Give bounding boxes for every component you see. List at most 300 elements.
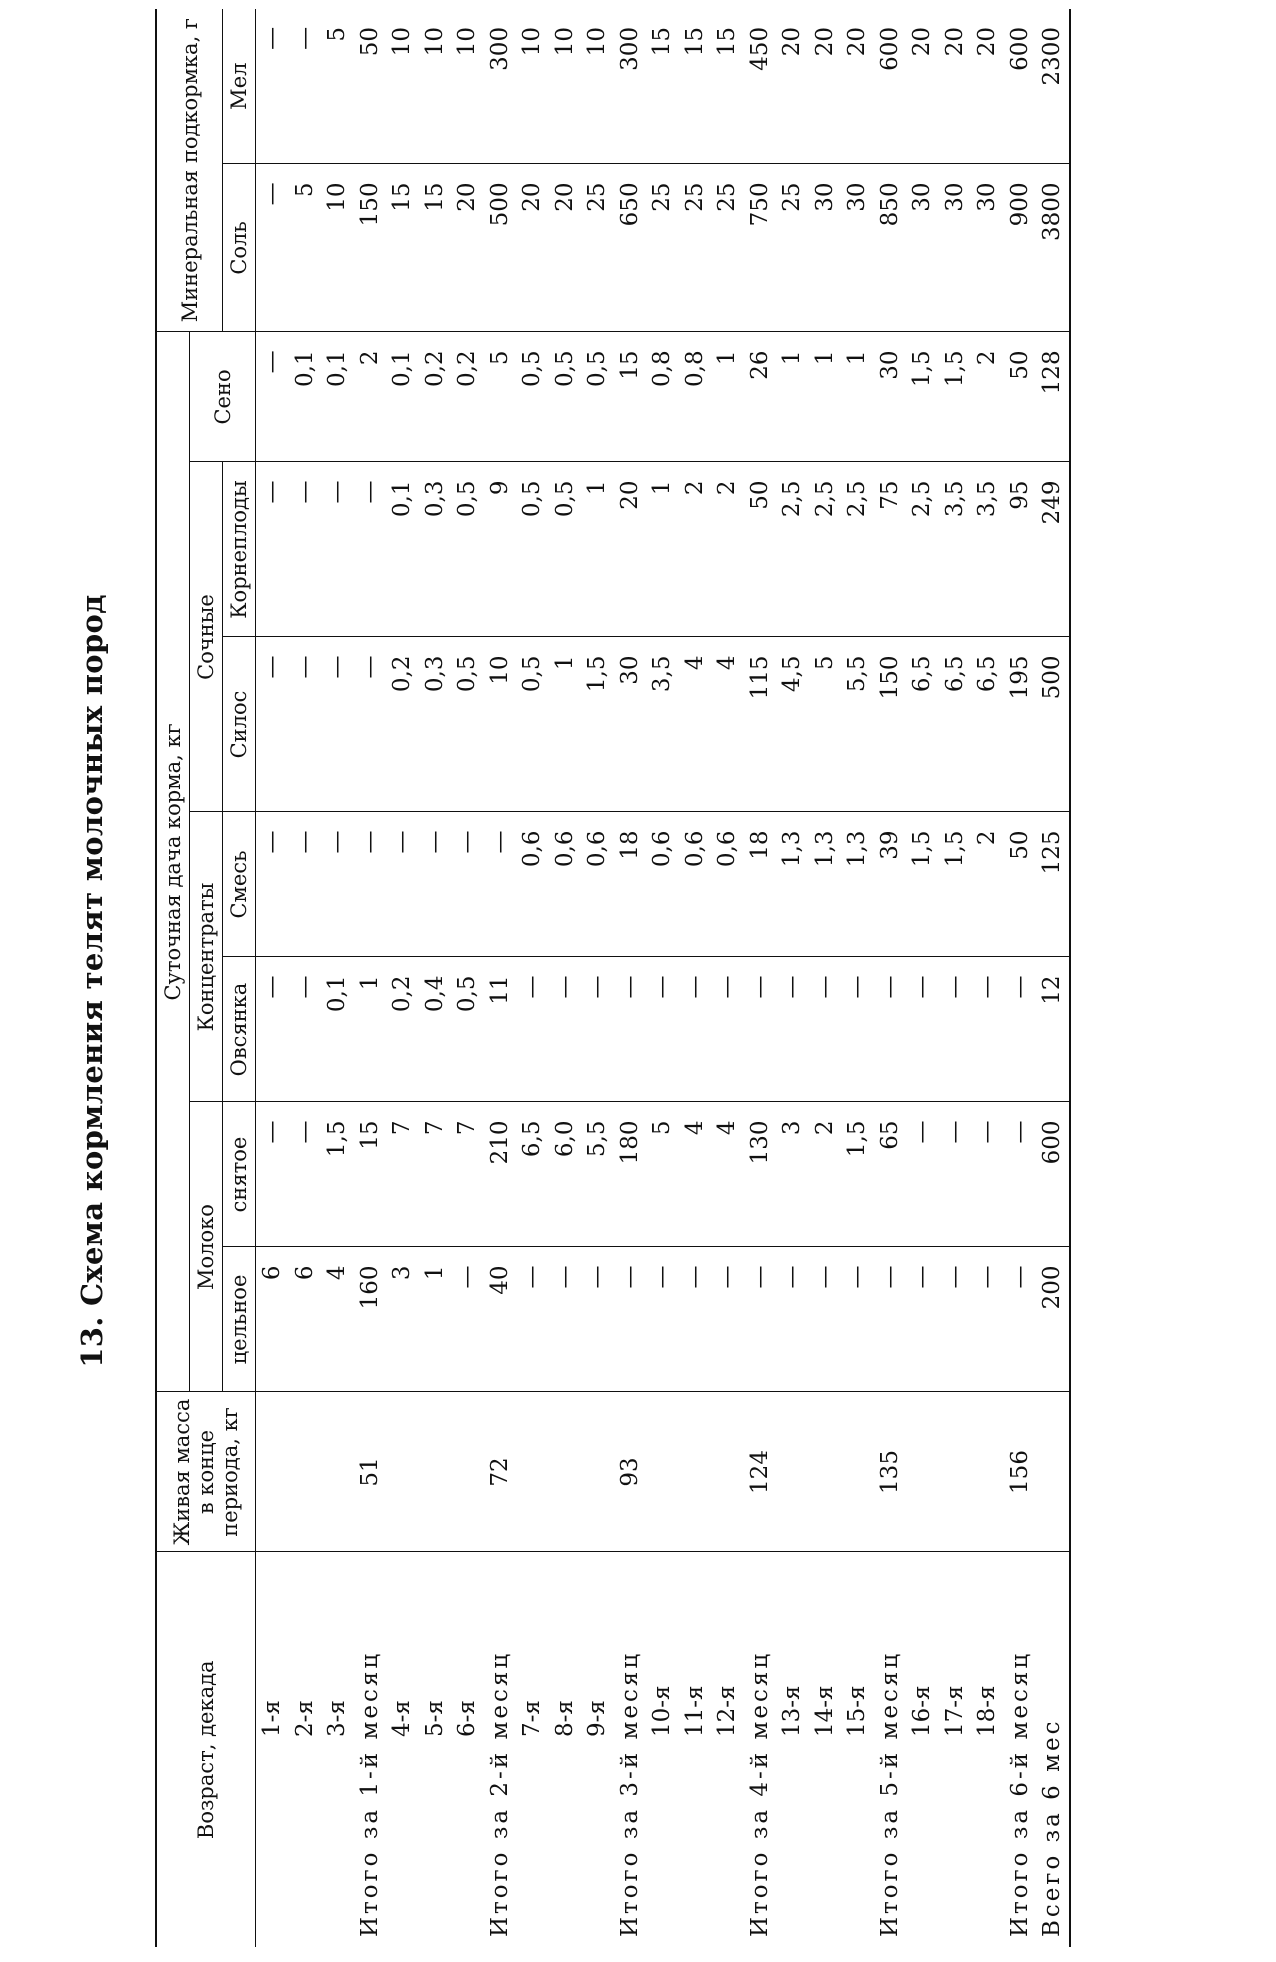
cell-roots: 2 <box>711 462 744 637</box>
cell-roots: 95 <box>1004 462 1037 637</box>
cell-silage: 0,5 <box>516 637 549 812</box>
cell-skim: 15 <box>354 1102 387 1247</box>
cell-period: Итого за 1-й месяц <box>356 1650 383 1937</box>
cell-oat: 12 <box>1036 957 1070 1102</box>
cell-silage: 1,5 <box>581 637 614 812</box>
cell-mix: — <box>354 812 387 957</box>
cell-oat: — <box>1004 957 1037 1102</box>
cell-skim: 7 <box>451 1102 484 1247</box>
cell-oat: 0,4 <box>419 957 452 1102</box>
cell-chalk: 600 <box>874 9 907 164</box>
cell-roots: 3,5 <box>939 462 972 637</box>
cell-roots: 0,5 <box>549 462 582 637</box>
cell-period: Итого за 5-й месяц <box>876 1650 903 1937</box>
cell-hay: 2 <box>354 332 387 462</box>
cell-mix: 18 <box>744 812 777 957</box>
cell-salt: 150 <box>354 164 387 332</box>
table-row <box>581 9 614 1947</box>
header-row-1 <box>156 9 190 1947</box>
cell-mass <box>679 1392 712 1552</box>
cell-oat: — <box>809 957 842 1102</box>
cell-chalk: 10 <box>386 9 419 164</box>
cell-silage: 1 <box>549 637 582 812</box>
cell-chalk: 15 <box>646 9 679 164</box>
cell-salt: 30 <box>939 164 972 332</box>
cell-silage: — <box>321 637 354 812</box>
table-row <box>516 9 549 1947</box>
cell-oat: — <box>646 957 679 1102</box>
cell-skim: 65 <box>874 1102 907 1247</box>
cell-silage: — <box>289 637 322 812</box>
cell-skim: — <box>256 1102 289 1247</box>
cell-oat: — <box>679 957 712 1102</box>
cell-mix: 2 <box>971 812 1004 957</box>
cell-period: 8-я <box>551 1700 578 1737</box>
cell-chalk: 20 <box>939 9 972 164</box>
cell-chalk: 20 <box>841 9 874 164</box>
cell-mass <box>646 1392 679 1552</box>
cell-whole: — <box>646 1247 679 1392</box>
table-row <box>809 9 842 1947</box>
cell-mass <box>451 1392 484 1552</box>
cell-hay: 0,5 <box>581 332 614 462</box>
cell-salt: 500 <box>484 164 517 332</box>
table-row <box>971 9 1004 1947</box>
cell-hay: 1 <box>809 332 842 462</box>
cell-mix: 0,6 <box>516 812 549 957</box>
cell-hay: 0,2 <box>451 332 484 462</box>
header-hay: Сено <box>190 332 256 462</box>
cell-whole: — <box>711 1247 744 1392</box>
cell-chalk: — <box>289 9 322 164</box>
cell-skim: 5 <box>646 1102 679 1247</box>
cell-mix: — <box>289 812 322 957</box>
cell-oat: 11 <box>484 957 517 1102</box>
cell-oat: — <box>256 957 289 1102</box>
cell-salt: 20 <box>549 164 582 332</box>
cell-salt: 850 <box>874 164 907 332</box>
cell-salt: 5 <box>289 164 322 332</box>
cell-oat: — <box>776 957 809 1102</box>
cell-mix: 1,5 <box>906 812 939 957</box>
cell-mix: — <box>321 812 354 957</box>
cell-roots: 2,5 <box>841 462 874 637</box>
cell-mass <box>386 1392 419 1552</box>
cell-roots: 0,1 <box>386 462 419 637</box>
cell-chalk: 20 <box>971 9 1004 164</box>
cell-whole: — <box>744 1247 777 1392</box>
cell-mix: 39 <box>874 812 907 957</box>
cell-skim: — <box>939 1102 972 1247</box>
header-salt: Соль <box>223 164 256 332</box>
cell-mix: 0,6 <box>711 812 744 957</box>
cell-mix: — <box>256 812 289 957</box>
cell-hay: 1 <box>776 332 809 462</box>
header-period: Возраст, декада <box>156 1552 256 1947</box>
cell-roots: — <box>289 462 322 637</box>
cell-salt: 750 <box>744 164 777 332</box>
cell-chalk: 10 <box>549 9 582 164</box>
cell-period: 18-я <box>974 1685 1001 1737</box>
cell-salt: — <box>256 164 289 332</box>
cell-skim: 4 <box>679 1102 712 1247</box>
cell-oat: 0,5 <box>451 957 484 1102</box>
cell-mass <box>549 1392 582 1552</box>
cell-oat: 0,1 <box>321 957 354 1102</box>
cell-silage: 30 <box>614 637 647 812</box>
cell-oat: — <box>516 957 549 1102</box>
cell-silage: 195 <box>1004 637 1037 812</box>
cell-oat: 0,2 <box>386 957 419 1102</box>
cell-whole: 4 <box>321 1247 354 1392</box>
cell-silage: 6,5 <box>971 637 1004 812</box>
table-row <box>906 9 939 1947</box>
table-row <box>614 9 647 1947</box>
cell-chalk: 5 <box>321 9 354 164</box>
cell-salt: 10 <box>321 164 354 332</box>
cell-mass <box>289 1392 322 1552</box>
cell-mass <box>581 1392 614 1552</box>
cell-whole: — <box>1004 1247 1037 1392</box>
cell-hay: 1,5 <box>906 332 939 462</box>
cell-oat: — <box>711 957 744 1102</box>
table-row <box>776 9 809 1947</box>
cell-salt: 650 <box>614 164 647 332</box>
cell-silage: 150 <box>874 637 907 812</box>
table-row <box>484 9 517 1947</box>
cell-roots: 75 <box>874 462 907 637</box>
cell-oat: — <box>841 957 874 1102</box>
cell-period: 14-я <box>811 1685 838 1737</box>
cell-period: Итого за 3-й месяц <box>616 1650 643 1937</box>
cell-mass: 51 <box>354 1392 387 1552</box>
cell-mass <box>516 1392 549 1552</box>
cell-mass <box>939 1392 972 1552</box>
cell-silage: 3,5 <box>646 637 679 812</box>
cell-salt: 3800 <box>1036 164 1070 332</box>
cell-hay: 0,5 <box>516 332 549 462</box>
cell-silage: 0,2 <box>386 637 419 812</box>
cell-whole: — <box>809 1247 842 1392</box>
cell-period: 4-я <box>389 1700 416 1737</box>
cell-period: 7-я <box>519 1700 546 1737</box>
cell-skim: 6,0 <box>549 1102 582 1247</box>
cell-roots: 3,5 <box>971 462 1004 637</box>
cell-roots: 1 <box>581 462 614 637</box>
cell-period: 17-я <box>941 1685 968 1737</box>
cell-silage: 5,5 <box>841 637 874 812</box>
table-row <box>744 9 777 1947</box>
cell-chalk: 50 <box>354 9 387 164</box>
cell-oat: — <box>614 957 647 1102</box>
cell-hay: 50 <box>1004 332 1037 462</box>
cell-hay: 0,1 <box>321 332 354 462</box>
cell-skim: 1,5 <box>321 1102 354 1247</box>
cell-mix: — <box>386 812 419 957</box>
cell-mass <box>906 1392 939 1552</box>
cell-hay: 0,1 <box>289 332 322 462</box>
cell-skim: — <box>906 1102 939 1247</box>
cell-whole: — <box>841 1247 874 1392</box>
table-row <box>939 9 972 1947</box>
cell-period: 10-я <box>649 1685 676 1737</box>
cell-whole: — <box>516 1247 549 1392</box>
cell-salt: 25 <box>711 164 744 332</box>
cell-mass <box>711 1392 744 1552</box>
cell-chalk: 20 <box>809 9 842 164</box>
cell-silage: 6,5 <box>939 637 972 812</box>
cell-roots: 50 <box>744 462 777 637</box>
cell-oat: 1 <box>354 957 387 1102</box>
cell-skim: 130 <box>744 1102 777 1247</box>
cell-hay: 128 <box>1036 332 1070 462</box>
cell-mix: 1,3 <box>776 812 809 957</box>
cell-skim: 3 <box>776 1102 809 1247</box>
cell-hay: 1 <box>711 332 744 462</box>
cell-skim: 600 <box>1036 1102 1070 1247</box>
cell-period: 6-я <box>454 1700 481 1737</box>
cell-whole: — <box>581 1247 614 1392</box>
cell-silage: 115 <box>744 637 777 812</box>
cell-silage: — <box>354 637 387 812</box>
cell-hay: 1,5 <box>939 332 972 462</box>
header-milk: Молоко <box>190 1102 223 1392</box>
header-concentrates: Концентраты <box>190 812 223 1102</box>
cell-roots: 1 <box>646 462 679 637</box>
cell-hay: 0,5 <box>549 332 582 462</box>
cell-mix: 18 <box>614 812 647 957</box>
cell-whole: 40 <box>484 1247 517 1392</box>
cell-skim: 180 <box>614 1102 647 1247</box>
cell-period: 15-я <box>844 1685 871 1737</box>
cell-roots: 0,5 <box>516 462 549 637</box>
table-row <box>289 9 322 1947</box>
table-title: 13. Схема кормления телят молочных пород <box>75 594 109 1368</box>
cell-oat: — <box>581 957 614 1102</box>
cell-whole: — <box>776 1247 809 1392</box>
cell-hay: 2 <box>971 332 1004 462</box>
header-oat: Овсянка <box>223 957 256 1102</box>
cell-skim: — <box>1004 1102 1037 1247</box>
cell-chalk: 2300 <box>1036 9 1070 164</box>
cell-mix: 1,3 <box>809 812 842 957</box>
cell-chalk: 450 <box>744 9 777 164</box>
cell-period: 1-я <box>259 1700 286 1737</box>
cell-salt: 25 <box>679 164 712 332</box>
cell-period: 16-я <box>909 1685 936 1737</box>
cell-mass: 135 <box>874 1392 907 1552</box>
cell-silage: 4 <box>711 637 744 812</box>
cell-oat: — <box>744 957 777 1102</box>
cell-whole: — <box>451 1247 484 1392</box>
cell-hay: 15 <box>614 332 647 462</box>
cell-skim: 210 <box>484 1102 517 1247</box>
cell-oat: — <box>971 957 1004 1102</box>
table-row <box>646 9 679 1947</box>
table-row <box>419 9 452 1947</box>
cell-skim: 7 <box>419 1102 452 1247</box>
cell-mass <box>256 1392 289 1552</box>
cell-whole: — <box>614 1247 647 1392</box>
table-row <box>1036 9 1070 1947</box>
cell-skim: 4 <box>711 1102 744 1247</box>
table-row <box>321 9 354 1947</box>
cell-oat: — <box>939 957 972 1102</box>
cell-period: Итого за 6-й месяц <box>1006 1650 1033 1937</box>
cell-roots: 0,3 <box>419 462 452 637</box>
header-milk-skim: снятое <box>223 1102 256 1247</box>
cell-whole: 160 <box>354 1247 387 1392</box>
cell-mass: 156 <box>1004 1392 1037 1552</box>
cell-period: 9-я <box>584 1700 611 1737</box>
cell-hay: 0,8 <box>646 332 679 462</box>
table-row <box>711 9 744 1947</box>
cell-hay: 26 <box>744 332 777 462</box>
cell-chalk: 15 <box>679 9 712 164</box>
cell-period: 3-я <box>324 1700 351 1737</box>
header-mass: Живая масса в конце периода, кг <box>156 1392 256 1552</box>
cell-whole: 6 <box>289 1247 322 1392</box>
cell-period: 12-я <box>714 1685 741 1737</box>
table-row <box>874 9 907 1947</box>
header-mineral: Минеральная подкормка, г <box>156 9 223 332</box>
table-body <box>256 9 1070 1947</box>
cell-mix: 50 <box>1004 812 1037 957</box>
cell-salt: 15 <box>419 164 452 332</box>
cell-roots: — <box>256 462 289 637</box>
cell-mass <box>809 1392 842 1552</box>
cell-roots: 2 <box>679 462 712 637</box>
cell-mix: 0,6 <box>679 812 712 957</box>
cell-roots: 2,5 <box>906 462 939 637</box>
cell-roots: — <box>354 462 387 637</box>
cell-oat: — <box>874 957 907 1102</box>
cell-salt: 25 <box>581 164 614 332</box>
cell-roots: 0,5 <box>451 462 484 637</box>
cell-silage: 6,5 <box>906 637 939 812</box>
feeding-table <box>155 9 1071 1947</box>
cell-silage: 5 <box>809 637 842 812</box>
cell-whole: — <box>906 1247 939 1392</box>
cell-silage: 500 <box>1036 637 1070 812</box>
cell-salt: 900 <box>1004 164 1037 332</box>
cell-chalk: 300 <box>614 9 647 164</box>
cell-mass: 124 <box>744 1392 777 1552</box>
header-succulent: Сочные <box>190 462 223 812</box>
cell-mix: — <box>484 812 517 957</box>
cell-skim: — <box>289 1102 322 1247</box>
cell-oat: — <box>906 957 939 1102</box>
cell-whole: 6 <box>256 1247 289 1392</box>
table-row <box>841 9 874 1947</box>
cell-hay: 1 <box>841 332 874 462</box>
header-milk-whole: цельное <box>223 1247 256 1392</box>
cell-mass <box>776 1392 809 1552</box>
cell-mass <box>1036 1392 1070 1552</box>
cell-hay: 0,1 <box>386 332 419 462</box>
cell-whole: — <box>679 1247 712 1392</box>
cell-mass <box>321 1392 354 1552</box>
table-row <box>386 9 419 1947</box>
cell-whole: 1 <box>419 1247 452 1392</box>
cell-hay: 5 <box>484 332 517 462</box>
table-row <box>679 9 712 1947</box>
cell-mix: 1,5 <box>939 812 972 957</box>
cell-salt: 20 <box>451 164 484 332</box>
cell-period: Итого за 2-й месяц <box>486 1650 513 1937</box>
cell-mix: — <box>451 812 484 957</box>
table-row <box>1004 9 1037 1947</box>
table-row <box>549 9 582 1947</box>
cell-period: 11-я <box>681 1685 708 1737</box>
feeding-table-wrapper <box>155 9 1071 1947</box>
header-mix: Смесь <box>223 812 256 957</box>
cell-whole: 3 <box>386 1247 419 1392</box>
cell-skim: 1,5 <box>841 1102 874 1247</box>
cell-silage: 10 <box>484 637 517 812</box>
cell-silage: 0,5 <box>451 637 484 812</box>
cell-period: 5-я <box>421 1700 448 1737</box>
cell-hay: 0,8 <box>679 332 712 462</box>
cell-silage: — <box>256 637 289 812</box>
table-row <box>451 9 484 1947</box>
cell-chalk: 10 <box>451 9 484 164</box>
cell-oat: — <box>549 957 582 1102</box>
cell-skim: 7 <box>386 1102 419 1247</box>
cell-mass: 72 <box>484 1392 517 1552</box>
cell-mass <box>971 1392 1004 1552</box>
cell-roots: 9 <box>484 462 517 637</box>
header-daily-feed: Суточная дача корма, кг <box>156 332 190 1392</box>
cell-chalk: 20 <box>776 9 809 164</box>
header-roots: Корнеплоды <box>223 462 256 637</box>
table-row <box>354 9 387 1947</box>
header-chalk: Мел <box>223 9 256 164</box>
cell-salt: 30 <box>971 164 1004 332</box>
cell-period: 13-я <box>779 1685 806 1737</box>
cell-roots: 2,5 <box>809 462 842 637</box>
cell-whole: — <box>549 1247 582 1392</box>
cell-salt: 25 <box>776 164 809 332</box>
cell-hay: 0,2 <box>419 332 452 462</box>
cell-period: 2-я <box>291 1700 318 1737</box>
cell-whole: 200 <box>1036 1247 1070 1392</box>
cell-silage: 4,5 <box>776 637 809 812</box>
cell-hay: — <box>256 332 289 462</box>
cell-hay: 30 <box>874 332 907 462</box>
cell-chalk: 10 <box>419 9 452 164</box>
cell-period: Итого за 4-й месяц <box>746 1650 773 1937</box>
cell-whole: — <box>939 1247 972 1392</box>
cell-roots: 20 <box>614 462 647 637</box>
cell-chalk: 15 <box>711 9 744 164</box>
cell-skim: 5,5 <box>581 1102 614 1247</box>
cell-skim: — <box>971 1102 1004 1247</box>
cell-salt: 25 <box>646 164 679 332</box>
cell-silage: 0,3 <box>419 637 452 812</box>
cell-skim: 2 <box>809 1102 842 1247</box>
cell-chalk: — <box>256 9 289 164</box>
cell-mix: 0,6 <box>646 812 679 957</box>
cell-silage: 4 <box>679 637 712 812</box>
cell-salt: 15 <box>386 164 419 332</box>
cell-chalk: 600 <box>1004 9 1037 164</box>
cell-mass: 93 <box>614 1392 647 1552</box>
cell-roots: — <box>321 462 354 637</box>
cell-mix: 1,3 <box>841 812 874 957</box>
cell-mix: 0,6 <box>581 812 614 957</box>
cell-chalk: 20 <box>906 9 939 164</box>
